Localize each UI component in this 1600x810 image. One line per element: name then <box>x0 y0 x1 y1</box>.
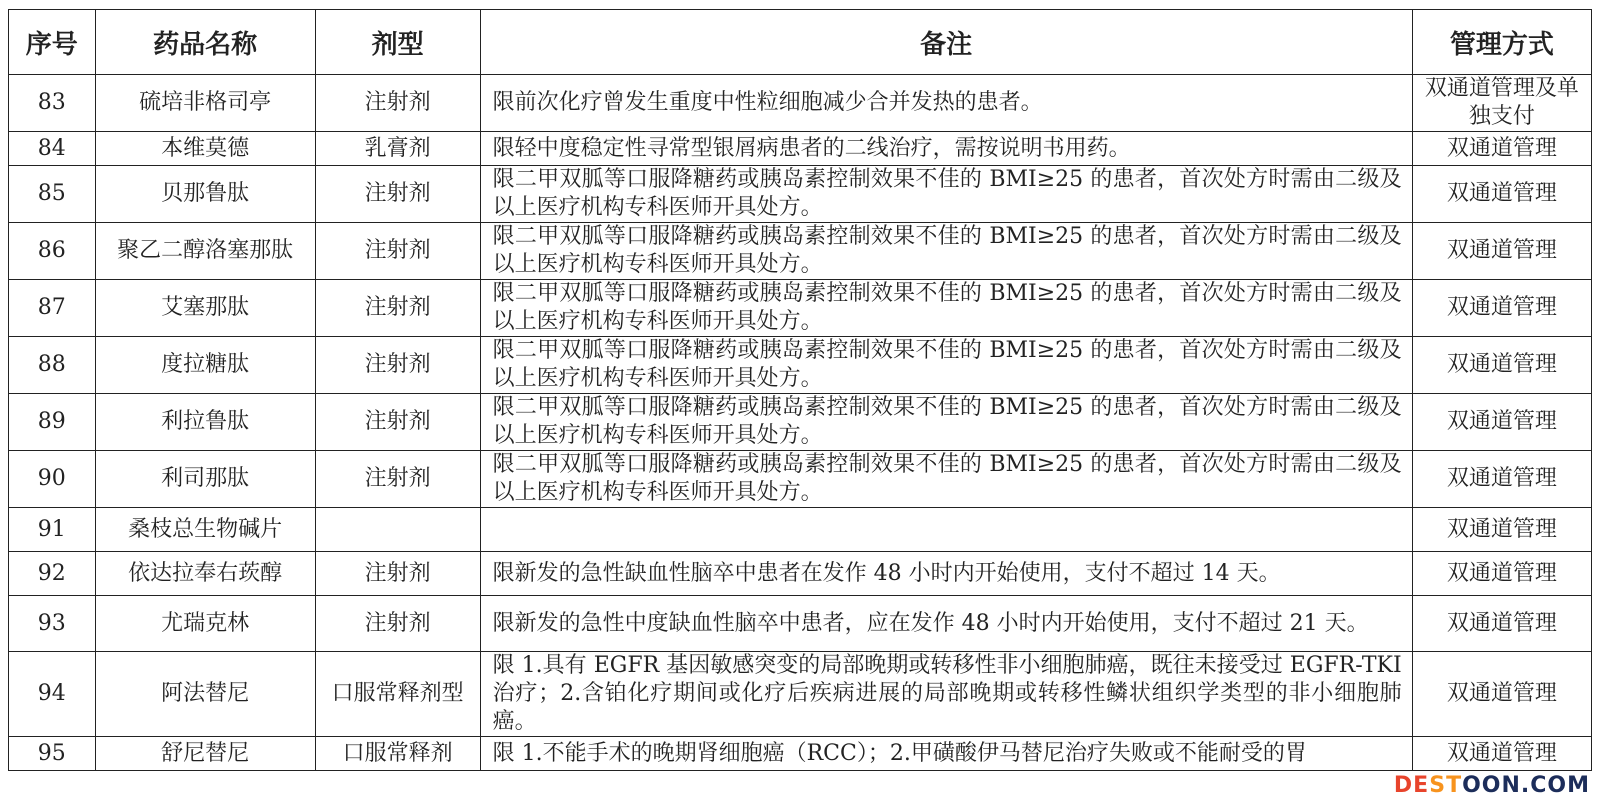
row-note: 限新发的急性中度缺血性脑卒中患者，应在发作 48 小时内开始使用，支付不超过 21 天。 <box>480 596 1412 652</box>
row-no: 93 <box>9 596 96 652</box>
row-form: 注射剂 <box>315 394 480 451</box>
table-row <box>9 552 1592 596</box>
row-form: 注射剂 <box>315 166 480 223</box>
row-mgmt: 双通道管理 <box>1412 280 1591 337</box>
row-mgmt: 双通道管理 <box>1412 132 1591 166</box>
table-row <box>9 737 1592 771</box>
row-name: 阿法替尼 <box>95 652 315 737</box>
table-row <box>9 508 1592 552</box>
row-mgmt: 双通道管理 <box>1412 552 1591 596</box>
row-form: 注射剂 <box>315 552 480 596</box>
row-name: 舒尼替尼 <box>95 737 315 771</box>
row-name: 贝那鲁肽 <box>95 166 315 223</box>
row-name: 利拉鲁肽 <box>95 394 315 451</box>
row-no: 94 <box>9 652 96 737</box>
row-mgmt: 双通道管理 <box>1412 394 1591 451</box>
table-row <box>9 394 1592 451</box>
table-row <box>9 223 1592 280</box>
row-no: 87 <box>9 280 96 337</box>
row-note <box>480 508 1412 552</box>
row-form <box>315 508 480 552</box>
row-form: 注射剂 <box>315 596 480 652</box>
table-row <box>9 75 1592 132</box>
row-no: 90 <box>9 451 96 508</box>
row-name: 聚乙二醇洛塞那肽 <box>95 223 315 280</box>
row-no: 88 <box>9 337 96 394</box>
table-row <box>9 337 1592 394</box>
header-mgmt: 管理方式 <box>1412 10 1591 75</box>
row-form: 口服常释剂型 <box>315 652 480 737</box>
row-mgmt: 双通道管理 <box>1412 223 1591 280</box>
header-form: 剂型 <box>315 10 480 75</box>
watermark-logo <box>1394 773 1590 798</box>
row-mgmt: 双通道管理 <box>1412 737 1591 771</box>
row-mgmt: 双通道管理 <box>1412 652 1591 737</box>
row-mgmt: 双通道管理及单独支付 <box>1412 75 1591 132</box>
row-name: 度拉糖肽 <box>95 337 315 394</box>
row-mgmt: 双通道管理 <box>1412 596 1591 652</box>
table-row <box>9 596 1592 652</box>
row-no: 91 <box>9 508 96 552</box>
row-name: 硫培非格司亭 <box>95 75 315 132</box>
watermark-part-1: DE <box>1393 773 1430 798</box>
row-name: 艾塞那肽 <box>95 280 315 337</box>
row-name: 依达拉奉右莰醇 <box>95 552 315 596</box>
row-form: 注射剂 <box>315 337 480 394</box>
watermark-part-3: OON.COM <box>1462 773 1590 798</box>
row-no: 83 <box>9 75 96 132</box>
row-form: 乳膏剂 <box>315 132 480 166</box>
row-form: 注射剂 <box>315 451 480 508</box>
row-name: 桑枝总生物碱片 <box>95 508 315 552</box>
row-note: 限二甲双胍等口服降糖药或胰岛素控制效果不佳的 BMI≥25 的患者，首次处方时需由二级及以上医疗机构专科医师开具处方。 <box>480 166 1412 223</box>
row-form: 注射剂 <box>315 280 480 337</box>
row-note: 限二甲双胍等口服降糖药或胰岛素控制效果不佳的 BMI≥25 的患者，首次处方时需由二级及以上医疗机构专科医师开具处方。 <box>480 451 1412 508</box>
row-no: 85 <box>9 166 96 223</box>
row-mgmt: 双通道管理 <box>1412 508 1591 552</box>
row-form: 注射剂 <box>315 223 480 280</box>
row-note: 限二甲双胍等口服降糖药或胰岛素控制效果不佳的 BMI≥25 的患者，首次处方时需由二级及以上医疗机构专科医师开具处方。 <box>480 223 1412 280</box>
header-name: 药品名称 <box>95 10 315 75</box>
row-name: 本维莫德 <box>95 132 315 166</box>
row-no: 86 <box>9 223 96 280</box>
row-form: 口服常释剂 <box>315 737 480 771</box>
table-row <box>9 166 1592 223</box>
row-mgmt: 双通道管理 <box>1412 451 1591 508</box>
table-row <box>9 451 1592 508</box>
header-no: 序号 <box>9 10 96 75</box>
row-no: 89 <box>9 394 96 451</box>
row-note: 限新发的急性缺血性脑卒中患者在发作 48 小时内开始使用，支付不超过 14 天。 <box>480 552 1412 596</box>
row-mgmt: 双通道管理 <box>1412 337 1591 394</box>
row-form: 注射剂 <box>315 75 480 132</box>
table-row <box>9 132 1592 166</box>
table-row <box>9 280 1592 337</box>
row-name: 尤瑞克林 <box>95 596 315 652</box>
table-row <box>9 652 1592 737</box>
drug-table <box>8 9 1592 771</box>
row-note: 限二甲双胍等口服降糖药或胰岛素控制效果不佳的 BMI≥25 的患者，首次处方时需由二级及以上医疗机构专科医师开具处方。 <box>480 280 1412 337</box>
row-note: 限 1.具有 EGFR 基因敏感突变的局部晚期或转移性非小细胞肺癌，既往未接受过 EGFR-TKI 治疗；2.含铂化疗期间或化疗后疾病进展的局部晚期或转移性鳞状组织学类型的非小细胞肺癌。 <box>480 652 1412 737</box>
row-no: 95 <box>9 737 96 771</box>
row-note: 限二甲双胍等口服降糖药或胰岛素控制效果不佳的 BMI≥25 的患者，首次处方时需由二级及以上医疗机构专科医师开具处方。 <box>480 337 1412 394</box>
watermark-part-2: ST <box>1429 773 1463 798</box>
row-name: 利司那肽 <box>95 451 315 508</box>
row-no: 84 <box>9 132 96 166</box>
row-note: 限轻中度稳定性寻常型银屑病患者的二线治疗，需按说明书用药。 <box>480 132 1412 166</box>
header-note: 备注 <box>480 10 1412 75</box>
row-note: 限二甲双胍等口服降糖药或胰岛素控制效果不佳的 BMI≥25 的患者，首次处方时需由二级及以上医疗机构专科医师开具处方。 <box>480 394 1412 451</box>
row-note: 限 1.不能手术的晚期肾细胞癌（RCC）；2.甲磺酸伊马替尼治疗失败或不能耐受的胃 <box>480 737 1412 771</box>
row-note: 限前次化疗曾发生重度中性粒细胞减少合并发热的患者。 <box>480 75 1412 132</box>
row-no: 92 <box>9 552 96 596</box>
table-header-row <box>9 10 1592 75</box>
row-mgmt: 双通道管理 <box>1412 166 1591 223</box>
